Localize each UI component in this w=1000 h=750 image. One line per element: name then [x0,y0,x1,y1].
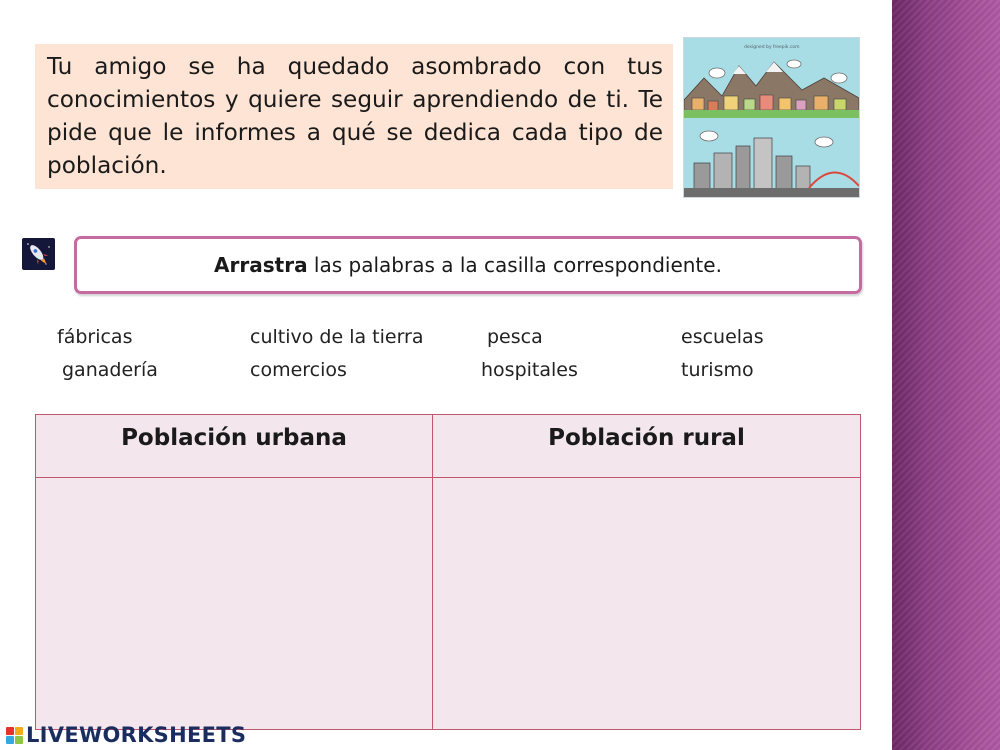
instruction-rest: las palabras a la casilla correspondiente. [307,253,722,277]
draggable-word-pesca[interactable]: pesca [487,326,543,348]
instruction-text [214,253,722,277]
instruction-box [74,236,862,294]
logo-icon [6,727,23,744]
header-rural-population: Población rural [433,415,861,478]
draggable-word-cultivo-de-la-tierra[interactable]: cultivo de la tierra [250,326,424,348]
rocket-button[interactable] [22,238,55,270]
draggable-word-hospitales[interactable]: hospitales [481,359,578,381]
draggable-word-comercios[interactable]: comercios [250,359,347,381]
rural-urban-landscape-image [683,37,860,198]
drop-zone-rural[interactable] [433,478,861,730]
header-urban-population: Población urbana [36,415,433,478]
draggable-word-ganaderia[interactable]: ganadería [62,359,158,381]
intro-text: Tu amigo se ha quedado asombrado con tus conocimientos y quiere seguir aprendiendo de ti. Te pide que le informes a qué se dedica cada tipo de población. [47,53,663,179]
draggable-word-fabricas[interactable]: fábricas [57,326,133,348]
draggable-word-turismo[interactable]: turismo [681,359,754,381]
instruction-verb: Arrastra [214,253,308,277]
draggable-word-escuelas[interactable]: escuelas [681,326,764,348]
intro-text-box [35,44,673,189]
classification-table [35,414,861,730]
liveworksheets-logo[interactable] [6,722,246,748]
rocket-icon [22,238,55,270]
logo-text: LIVEWORKSHEETS [26,723,247,747]
decorative-side-band [892,0,1000,750]
image-credit: designed by freepik.com [744,45,800,50]
drop-zone-urban[interactable] [36,478,433,730]
